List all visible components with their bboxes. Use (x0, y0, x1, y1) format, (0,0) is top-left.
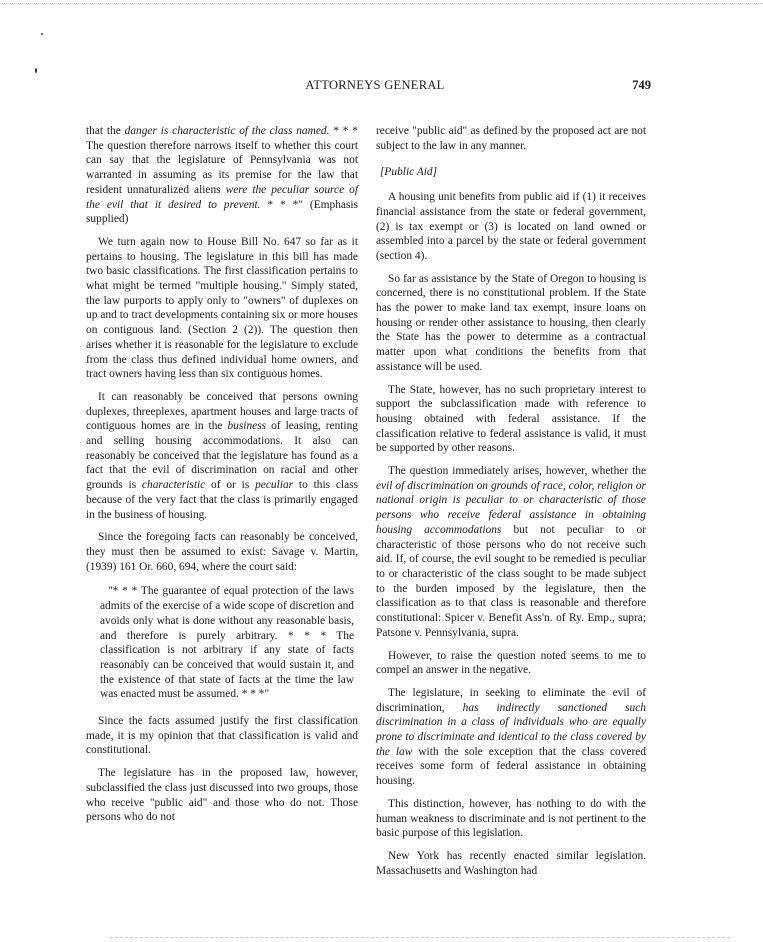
paragraph: It can reasonably be conceived that persons owning duplexes, threeplexes, apartment houses and large tracts of contiguous homes are in the business of leasing, renting and selling housing accommodations. It also can reasonably be conceived that the legislature has found as a fact that the evil of discrimination on racial and other grounds is characteristic of or is peculiar to this class because of the very fact that the class is primarily engaged in the business of housing. (86, 390, 359, 521)
scan-top-border (0, 3, 763, 4)
paragraph: However, to raise the question noted seems to me to compel an answer in the negative. (376, 649, 646, 677)
paragraph: that the danger is characteristic of the class named. * * * The question therefore narrows itself to whether this court can say that the legislature of Pennsylvania was not warranted in assuming as its premise for the law that resident unnaturalized aliens were the peculiar source of the evil that it desired to prevent. * * *" (Emphasis supplied) (86, 125, 358, 226)
paragraph: New York has recently enacted similar legislation. Massachusetts and Washington had (376, 849, 646, 877)
block-quote (100, 584, 354, 702)
page-header (95, 78, 655, 96)
left-column (86, 124, 358, 833)
paragraph: The State, however, has no such proprietary interest to support the subclassification made with reference to housing obtained with federal assistance. If the classification relative to federal assistance is valid, it must be supported by other reasons. (376, 383, 646, 455)
paragraph: The legislature, in seeking to eliminate the evil of discrimination, has indirectly sanctioned such discrimination in a class of individuals who are equally prone to discriminate and identical to the class covered by the law with the sole exception that the class covered receives some form of federal assistance in obtaining housing. (376, 686, 646, 788)
scan-bottom-border (110, 937, 730, 938)
paragraph: We turn again now to House Bill No. 647 so far as it pertains to housing. The legislature in this bill has made two basic classifications. The first classification pertains to what might be termed "multiple housing." Simply stated, the law purports to apply only to "owners" of duplexes on up and to tract developments containing six or more houses on contiguous land. (Section 2 (2)). The question then arises whether it is reasonable for the legislature to exclude from the class thus defined individual home owners, and tract owners having less than six contiguous homes. (86, 235, 358, 381)
scan-speck (41, 33, 43, 35)
right-column (376, 124, 646, 886)
paragraph: receive "public aid" as defined by the proposed act are not subject to the law in any manner. (376, 125, 646, 152)
paragraph: The legislature has in the proposed law, however, subclassified the class just discussed into two groups, those who receive "public aid" and those who do not. Those persons who do not (86, 767, 358, 824)
paragraph: The question immediately arises, however, whether the evil of discrimination on grounds of race, color, religion or national origin is peculiar to or characteristic of those persons who receive federal assistance in obtaining housing accommodations but not peculiar to or characteristic of those persons who do not receive such aid. If, of course, the evil sought to be remedied is peculiar to or characteristic of the class sought to be made subject to the burden imposed by the legislature, then the classification as to that class is reasonable and therefore constitutional: Spicer v. Benefit Ass'n. of Ry. Emp., supra; Patsone v. Pennsylvania, supra. (376, 465, 646, 639)
section-heading: [Public Aid] (380, 166, 438, 179)
paragraph: So far as assistance by the State of Oregon to housing is concerned, there is no constitutional problem. If the State has the power to make land tax exempt, insure loans on housing or render other assistance to housing, then clearly the State has the power to determine as a contractual matter upon what conditions the benefits from that assistance will be used. (376, 272, 646, 373)
paragraph: A housing unit benefits from public aid if (1) it receives financial assistance from the state or federal government, (2) is tax exempt or (3) is located on land owned or assembled into a parcel by the state or federal government (section 4). (376, 191, 646, 262)
page-number: 749 (632, 78, 651, 92)
scan-speck (35, 68, 37, 73)
paragraph: This distinction, however, has nothing to do with the human weakness to discriminate and is not pertinent to the basic purpose of this legislation. (376, 797, 646, 840)
paragraph: Since the facts assumed justify the first classification made, it is my opinion that that classification is valid and constitutional. (86, 715, 358, 757)
paragraph: Since the foregoing facts can reasonably be conceived, they must then be assumed to exist: Savage v. Martin, (1939) 161 Or. 660, 694, where the court said: (86, 531, 358, 573)
quote-text: "* * * The guarantee of equal protection of the laws admits of the exercise of a wide scope of discretion and avoids only what is done without any reasonable basis, and therefore is purely arbitrary. * * * The classification is not arbitrary if any state of facts reasonably can be conceived that would sustain it, and the existence of that state of facts at the time the law was enacted must be assumed. * * *" (100, 585, 354, 701)
running-title: ATTORNEYS GENERAL (305, 78, 445, 92)
